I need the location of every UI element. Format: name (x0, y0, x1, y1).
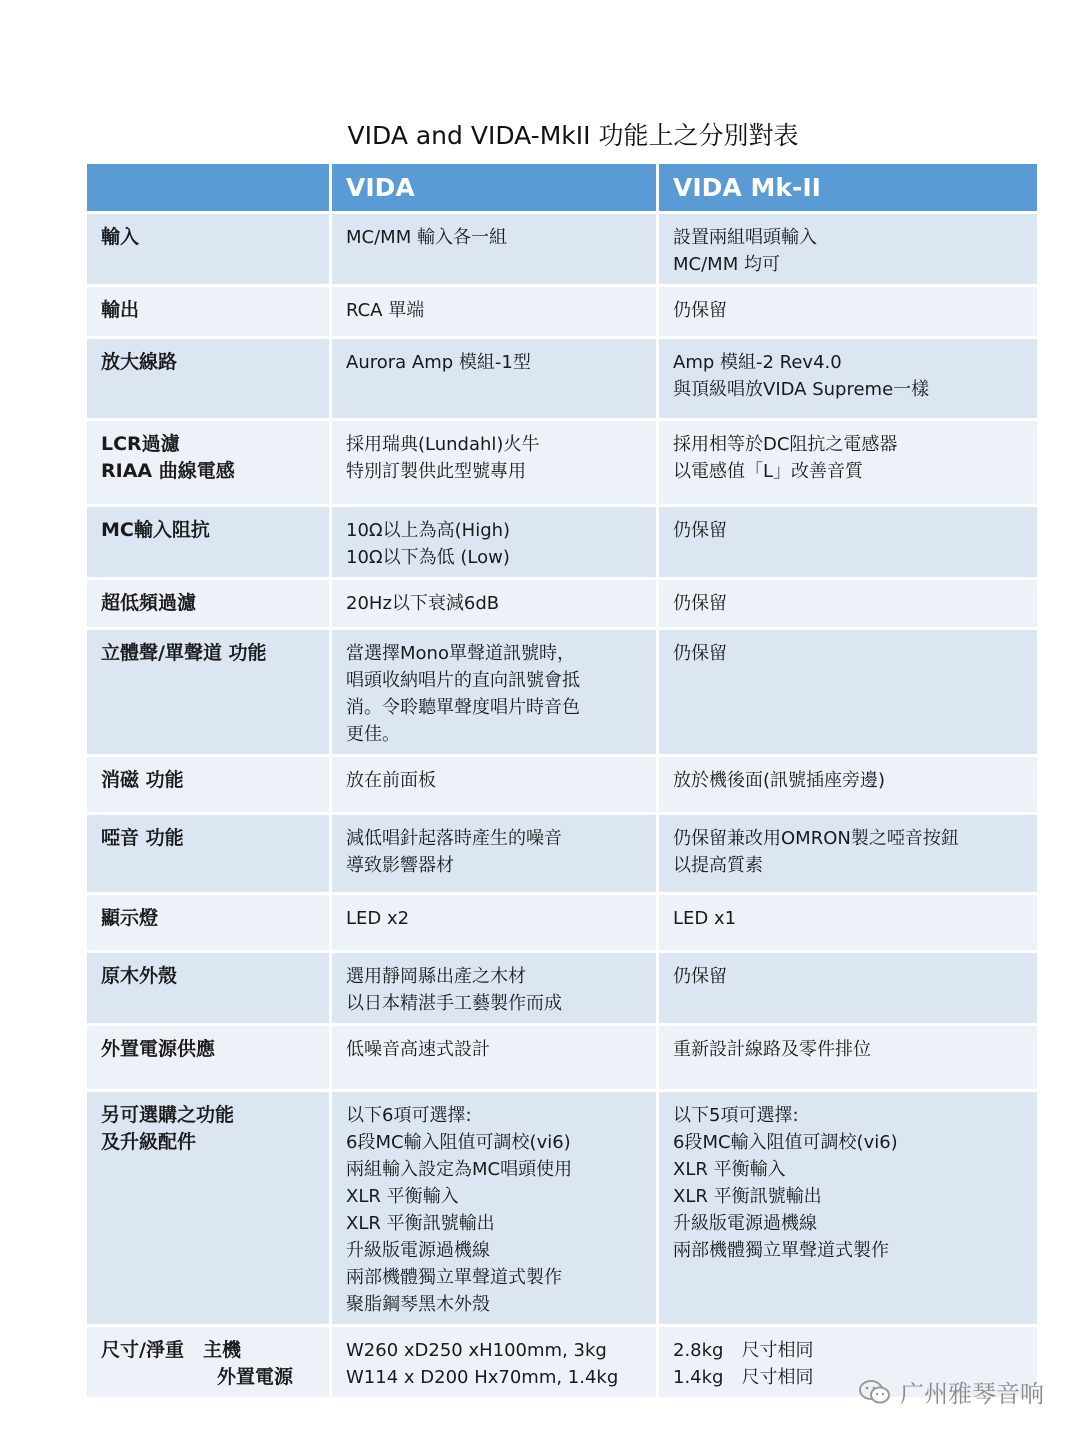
header-vida: VIDA (332, 164, 659, 214)
row-vida-value (332, 339, 659, 421)
cell-line: 唱頭收納唱片的直向訊號會抵 (346, 670, 580, 691)
cell-line: 輸入 (101, 226, 140, 248)
cell-line: Aurora Amp 模組-1型 (346, 352, 531, 373)
cell-line: LED x2 (346, 908, 410, 929)
row-feature-label (87, 815, 332, 895)
cell-line: LED x1 (673, 908, 737, 929)
table-header-row (87, 164, 1037, 214)
row-mk2-value (659, 339, 1037, 421)
cell-line: 啞音 功能 (101, 827, 184, 849)
cell-line: XLR 平衡輸入 (346, 1186, 459, 1207)
cell-line: 以提高質素 (673, 855, 763, 876)
wechat-icon (858, 1379, 892, 1405)
cell-line: 當選擇Mono單聲道訊號時， (346, 643, 575, 664)
row-vida-value (332, 895, 659, 953)
page-title: VIDA and VIDA-MkII 功能上之分別對表 (347, 121, 799, 150)
cell-line: 設置兩組唱頭輸入 (673, 227, 817, 248)
cell-line: W260 xD250 xH100mm, 3kg (346, 1340, 607, 1361)
row-feature-label (87, 757, 332, 815)
row-mk2-value (659, 757, 1037, 815)
cell-line: 兩組輸入設定為MC唱頭使用 (346, 1159, 573, 1180)
cell-line: 10Ω以上為高(High) (346, 520, 511, 541)
row-vida-value (332, 757, 659, 815)
cell-line: 6段MC輸入阻值可調校(vi6) (346, 1132, 571, 1153)
row-feature-label (87, 953, 332, 1026)
row-feature-label (87, 580, 332, 630)
row-vida-value (332, 953, 659, 1026)
cell-line: 與頂級唱放VIDA Supreme一樣 (673, 379, 930, 400)
row-feature-label (87, 1026, 332, 1092)
cell-line: MC輸入阻抗 (101, 519, 210, 541)
row-vida-value (332, 421, 659, 507)
cell-line: XLR 平衡輸入 (673, 1159, 786, 1180)
cell-line: 外置電源供應 (101, 1038, 216, 1060)
cell-line: 放於機後面(訊號插座旁邊) (673, 770, 886, 791)
cell-line: 顯示燈 (101, 907, 159, 929)
cell-line: 立體聲/單聲道 功能 (101, 642, 267, 664)
cell-line: 另可選購之功能 (101, 1104, 235, 1126)
row-feature-label (87, 339, 332, 421)
cell-line: 減低唱針起落時產生的噪音 (346, 828, 562, 849)
cell-line: 升級版電源過機線 (673, 1213, 817, 1234)
cell-line: 以下6項可選擇: (346, 1105, 472, 1126)
row-mk2-value (659, 815, 1037, 895)
watermark (858, 1374, 1044, 1409)
table-row (87, 507, 1037, 580)
row-mk2-value (659, 953, 1037, 1026)
cell-line: 升級版電源過機線 (346, 1240, 490, 1261)
row-feature-label (87, 895, 332, 953)
row-mk2-value (659, 507, 1037, 580)
cell-line: RIAA 曲線電感 (101, 460, 235, 482)
cell-line: LCR過濾 (101, 433, 180, 455)
cell-line: 仍保留 (673, 593, 727, 614)
table-row (87, 580, 1037, 630)
row-mk2-value (659, 580, 1037, 630)
cell-line: 以日本精湛手工藝製作而成 (346, 993, 562, 1014)
row-vida-value (332, 287, 659, 339)
cell-line: 輸出 (101, 299, 140, 321)
table-row (87, 895, 1037, 953)
header-vida-mk2: VIDA Mk-II (659, 164, 1037, 214)
row-mk2-value (659, 1026, 1037, 1092)
cell-line: 兩部機體獨立單聲道式製作 (673, 1240, 889, 1261)
comparison-table (87, 164, 1037, 1400)
cell-line: 消磁 功能 (101, 769, 184, 791)
row-mk2-value (659, 421, 1037, 507)
cell-line: MC/MM 均可 (673, 254, 780, 275)
cell-line: 超低頻過濾 (101, 592, 197, 614)
cell-line: 採用相等於DC阻抗之電感器 (673, 434, 898, 455)
cell-line: 放大線路 (101, 351, 178, 373)
cell-line: 20Hz以下衰減6dB (346, 593, 500, 614)
cell-line: 及升級配件 (101, 1131, 197, 1153)
cell-line: 6段MC輸入阻值可調校(vi6) (673, 1132, 898, 1153)
cell-line: 原木外殼 (101, 965, 178, 987)
cell-line: 選用靜岡縣出產之木材 (346, 966, 526, 987)
table-row (87, 757, 1037, 815)
cell-line: 以下5項可選擇: (673, 1105, 799, 1126)
cell-line: 仍保留 (673, 520, 727, 541)
cell-line: 特別訂製供此型號專用 (346, 461, 526, 482)
cell-line: 聚脂鋼琴黑木外殼 (346, 1294, 490, 1315)
cell-line: Amp 模組-2 Rev4.0 (673, 352, 842, 373)
row-mk2-value (659, 630, 1037, 757)
cell-line: 仍保留 (673, 966, 727, 987)
row-feature-label (87, 287, 332, 339)
row-feature-label (87, 421, 332, 507)
watermark-text: 广州雅琴音响 (900, 1380, 1044, 1408)
row-vida-value (332, 507, 659, 580)
cell-line: 採用瑞典(Lundahl)火牛 (346, 434, 540, 455)
cell-line: W114 x D200 Hx70mm, 1.4kg (346, 1367, 619, 1388)
cell-line: 仍保留 (673, 300, 727, 321)
row-vida-value (332, 580, 659, 630)
cell-line: 10Ω以下為低 (Low) (346, 547, 510, 568)
row-mk2-value (659, 1092, 1037, 1327)
row-mk2-value (659, 287, 1037, 339)
cell-line: 外置電源 (217, 1366, 294, 1388)
row-vida-value (332, 815, 659, 895)
table-row (87, 630, 1037, 757)
cell-line: 兩部機體獨立單聲道式製作 (346, 1267, 562, 1288)
cell-line: 2.8kg 尺寸相同 (673, 1340, 814, 1361)
cell-line: XLR 平衡訊號輸出 (346, 1213, 495, 1234)
cell-line: 以電感值「L」改善音質 (673, 461, 864, 482)
cell-line: RCA 單端 (346, 300, 425, 321)
table-row (87, 287, 1037, 339)
row-vida-value (332, 1092, 659, 1327)
cell-line: 尺寸/淨重 主機 (101, 1339, 241, 1361)
row-vida-value (332, 1327, 659, 1400)
table-row (87, 953, 1037, 1026)
table-row (87, 1026, 1037, 1092)
row-feature-label (87, 1327, 332, 1400)
cell-line: 更佳。 (346, 724, 400, 745)
cell-line: 導致影響器材 (346, 855, 454, 876)
row-feature-label (87, 214, 332, 287)
row-feature-label (87, 1092, 332, 1327)
row-feature-label (87, 507, 332, 580)
row-mk2-value (659, 895, 1037, 953)
cell-line: XLR 平衡訊號輸出 (673, 1186, 822, 1207)
cell-line: 仍保留兼改用OMRON製之啞音按鈕 (673, 828, 959, 849)
row-feature-label (87, 630, 332, 757)
cell-line: 消。令聆聽單聲度唱片時音色 (346, 697, 580, 718)
table-row (87, 815, 1037, 895)
cell-line: 重新設計線路及零件排位 (673, 1039, 871, 1060)
row-mk2-value (659, 214, 1037, 287)
row-vida-value (332, 630, 659, 757)
cell-line: 仍保留 (673, 643, 727, 664)
table-row (87, 421, 1037, 507)
header-feature (87, 164, 332, 214)
cell-line: 1.4kg 尺寸相同 (673, 1367, 814, 1388)
table-row (87, 339, 1037, 421)
table-row (87, 1092, 1037, 1327)
cell-line: 低噪音高速式設計 (346, 1039, 490, 1060)
row-vida-value (332, 1026, 659, 1092)
row-vida-value (332, 214, 659, 287)
table-row (87, 214, 1037, 287)
cell-line: MC/MM 輸入各一組 (346, 227, 507, 248)
cell-line: 放在前面板 (346, 770, 436, 791)
